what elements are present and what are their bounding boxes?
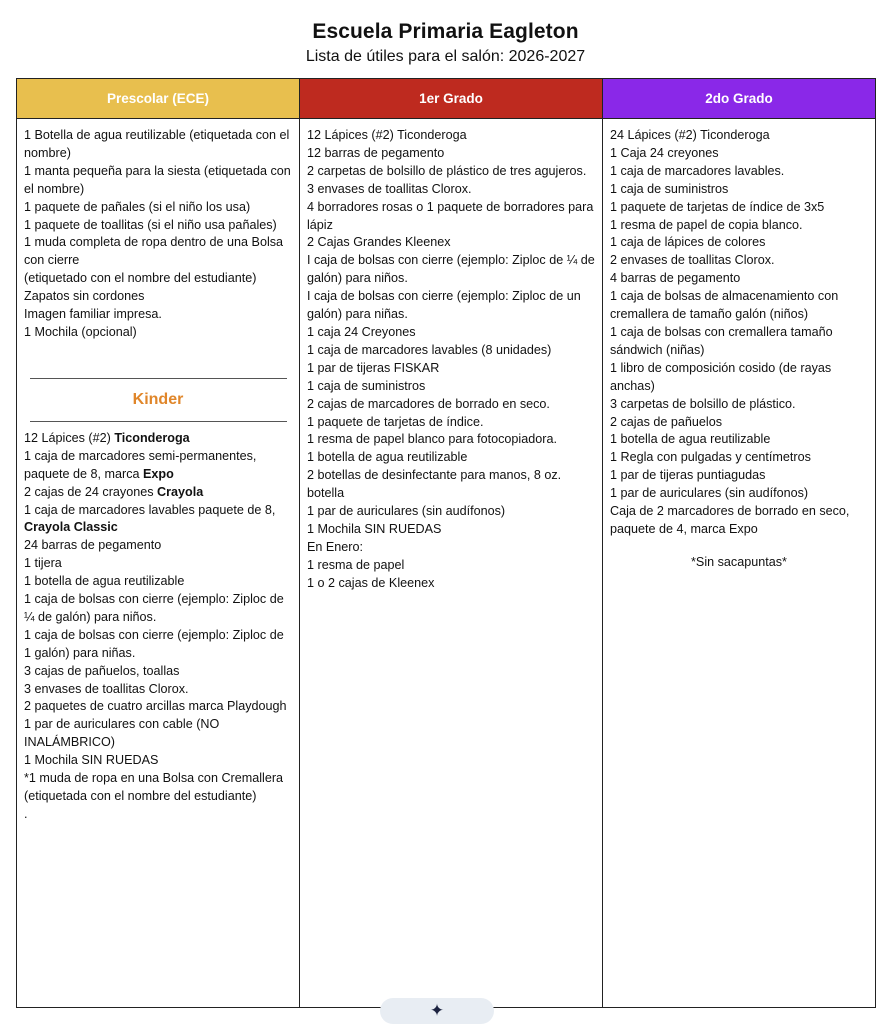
column-primero: [299, 79, 602, 1007]
item-text: 2 paquetes de cuatro arcillas marca Playdough: [24, 699, 287, 714]
list-item: 1 botella de agua reutilizable: [307, 450, 468, 465]
list-item: 1 caja de suministros: [610, 181, 729, 196]
sparkle-icon: ✦: [429, 1001, 445, 1020]
list-item: [24, 698, 292, 716]
list-item: 1 paquete de toallitas (si el niño usa pañales): [24, 217, 277, 232]
item-text: 24 barras de pegamento: [24, 538, 162, 553]
list-item: 2 cajas de marcadores de borrado en seco.: [307, 396, 550, 411]
list-item: [24, 555, 292, 573]
list-item: 1 caja de lápices de colores: [610, 235, 766, 250]
list-primero: [307, 127, 595, 593]
floating-action-button[interactable]: [380, 998, 494, 1024]
brand-name: Ticonderoga: [114, 430, 190, 445]
list-item: 24 Lápices (#2) Ticonderoga: [610, 128, 770, 142]
list-item: [24, 806, 292, 824]
brand-name: Crayola: [157, 484, 204, 499]
list-kinder: [24, 430, 292, 824]
list-item: 1 caja de bolsas con cremallera tamaño sándwich (niñas): [610, 324, 833, 357]
list-item: 1 muda completa de ropa dentro de una Bolsa con cierre: [24, 235, 284, 268]
list-item: 1 par de tijeras puntiagudas: [610, 468, 766, 483]
list-item: 1 par de auriculares (sin audífonos): [610, 486, 809, 501]
list-item: 2 Cajas Grandes Kleenex: [307, 235, 451, 250]
list-segundo: [610, 127, 868, 539]
list-item: 1 caja de bolsas de almacenamiento con cremallera de tamaño galón (niños): [610, 289, 839, 322]
list-item: 2 carpetas de bolsillo de plástico de tres agujeros.: [307, 163, 587, 178]
list-item: 1 Regla con pulgadas y centímetros: [610, 450, 811, 465]
list-item: Zapatos sin cordones: [24, 289, 145, 304]
brand-name: Crayola Classic: [24, 520, 118, 535]
list-item: [24, 663, 292, 681]
item-text: 1 par de auriculares con cable (NO INALÁMBRICO): [24, 717, 220, 750]
item-text: 2 cajas de 24 crayones: [24, 484, 158, 499]
list-item: 1 par de auriculares (sin audífonos): [307, 504, 506, 519]
list-item: 1 par de tijeras FISKAR: [307, 360, 440, 375]
list-item: 2 botellas de desinfectante para manos, 8 oz. botella: [307, 468, 562, 501]
item-text: 1 caja de bolsas con cierre (ejemplo: Ziploc de 1 galón) para niñas.: [24, 627, 284, 660]
list-item: 1 Mochila SIN RUEDAS: [307, 521, 442, 536]
list-item: 1 paquete de tarjetas de índice.: [307, 414, 484, 429]
list-item: I caja de bolsas con cierre (ejemplo: Ziploc de ¼ de galón) para niños.: [307, 253, 595, 286]
list-item: 1 Caja 24 creyones: [610, 145, 719, 160]
supply-table: [16, 78, 876, 1008]
list-item: [24, 681, 292, 699]
list-item: [24, 484, 292, 502]
list-item: 4 barras de pegamento: [610, 271, 741, 286]
item-text: 1 tijera: [24, 556, 62, 571]
list-item: [24, 627, 292, 663]
list-item: 1 caja de suministros: [307, 378, 426, 393]
item-text: 1 botella de agua reutilizable: [24, 574, 185, 589]
item-text: 3 envases de toallitas Clorox.: [24, 681, 189, 696]
list-item: 12 barras de pegamento: [307, 145, 445, 160]
list-item: 1 Botella de agua reutilizable (etiquetada con el nombre): [24, 128, 290, 160]
list-item: 1 caja de marcadores lavables.: [610, 163, 785, 178]
item-text: .: [24, 806, 28, 821]
column-prescolar: [17, 79, 299, 1007]
item-text: 1 caja de bolsas con cierre (ejemplo: Ziploc de ¼ de galón) para niños.: [24, 592, 284, 624]
list-item: 1 botella de agua reutilizable: [610, 432, 771, 447]
item-text: 1 caja de marcadores lavables paquete de 8,: [24, 502, 276, 517]
list-item: [24, 448, 292, 484]
list-item: [24, 430, 292, 448]
note-sin-sacapuntas: *Sin sacapuntas*: [691, 554, 787, 569]
list-item: (etiquetado con el nombre del estudiante): [24, 271, 257, 286]
list-item: [24, 591, 292, 627]
page-subtitle: Lista de útiles para el salón: 2026-2027: [305, 48, 586, 65]
item-text: 1 Mochila SIN RUEDAS: [24, 753, 159, 768]
header-prescolar: Prescolar (ECE): [17, 79, 299, 119]
list-item: 1 Mochila (opcional): [24, 324, 137, 339]
list-item: 4 borradores rosas o 1 paquete de borradores para lápiz: [307, 199, 594, 232]
list-item: 2 cajas de pañuelos: [610, 414, 723, 429]
list-item: 1 resma de papel blanco para fotocopiadora.: [307, 432, 557, 447]
kinder-section: [24, 378, 292, 824]
list-prescolar: [24, 127, 292, 342]
list-item: 1 resma de papel de copia blanco.: [610, 217, 803, 232]
column-segundo: [602, 79, 875, 1007]
item-text: 12 Lápices (#2): [24, 430, 115, 445]
list-item: 1 o 2 cajas de Kleenex: [307, 575, 435, 590]
list-item: 1 paquete de pañales (si el niño los usa): [24, 199, 251, 214]
list-item: 1 caja de marcadores lavables (8 unidades): [307, 342, 552, 357]
list-item: Caja de 2 marcadores de borrado en seco, paquete de 4, marca Expo: [610, 504, 850, 536]
list-item: [24, 537, 292, 555]
header-primero: 1er Grado: [300, 79, 602, 119]
item-text: 1 caja de marcadores semi-permanentes, paquete de 8, marca: [24, 448, 257, 481]
page-title: Escuela Primaria Eagleton: [312, 20, 579, 43]
divider: [30, 421, 287, 422]
brand-name: Expo: [143, 466, 174, 481]
list-item: 12 Lápices (#2) Ticonderoga: [307, 128, 467, 142]
item-text: 3 cajas de pañuelos, toallas: [24, 663, 180, 678]
list-item: I caja de bolsas con cierre (ejemplo: Ziploc de un galón) para niñas.: [307, 289, 581, 322]
list-item: 2 envases de toallitas Clorox.: [610, 253, 775, 268]
list-item: [24, 752, 292, 770]
list-item: 1 manta pequeña para la siesta (etiquetada con el nombre): [24, 163, 291, 196]
list-item: [24, 502, 292, 538]
list-item: 3 carpetas de bolsillo de plástico.: [610, 396, 796, 411]
list-item: Imagen familiar impresa.: [24, 307, 162, 322]
list-item: 3 envases de toallitas Clorox.: [307, 181, 472, 196]
list-item: [24, 573, 292, 591]
list-item: 1 paquete de tarjetas de índice de 3x5: [610, 199, 825, 214]
list-item: 1 libro de composición cosido (de rayas anchas): [610, 360, 832, 393]
item-text: *1 muda de ropa en una Bolsa con Cremallera (etiquetada con el nombre del estudiante): [24, 771, 284, 803]
header-segundo: 2do Grado: [603, 79, 875, 119]
list-item: [24, 770, 292, 806]
list-item: En Enero:: [307, 539, 364, 554]
list-item: [24, 716, 292, 752]
list-item: 1 caja 24 Creyones: [307, 324, 416, 339]
list-item: 1 resma de papel: [307, 557, 405, 572]
kinder-title: Kinder: [132, 390, 184, 408]
